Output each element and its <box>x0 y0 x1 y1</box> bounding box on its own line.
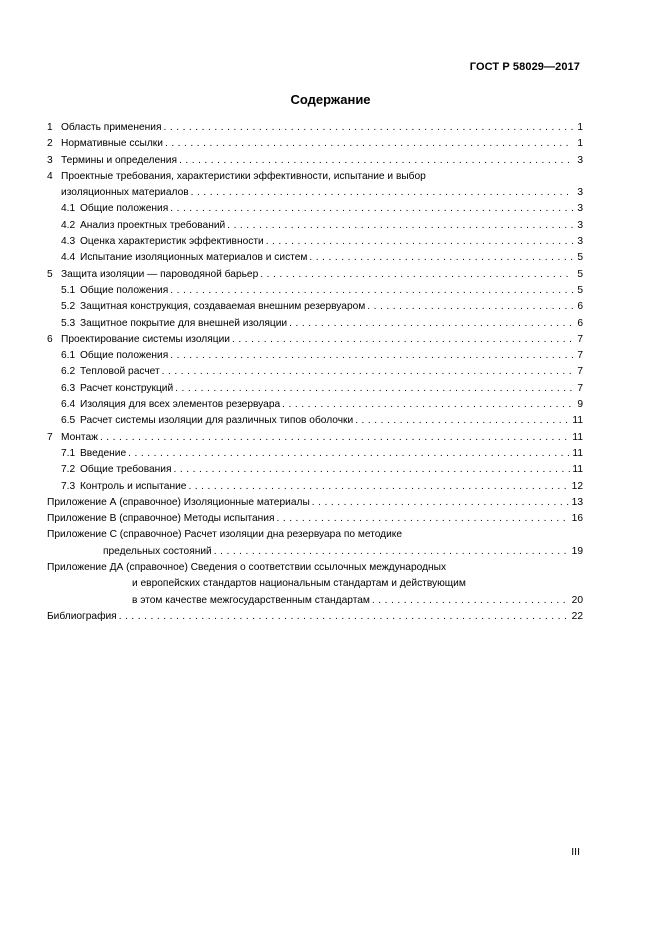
toc-entry-4-3[interactable] <box>47 234 583 250</box>
toc-entry-page: 3 <box>577 219 583 231</box>
toc-entry-6-4[interactable] <box>47 397 583 413</box>
toc-entry-page: 5 <box>577 268 583 280</box>
toc-entry-text: Изоляция для всех элементов резервуара <box>80 399 281 411</box>
toc-entry-7[interactable] <box>47 430 583 446</box>
toc-entry-number: 3 <box>47 154 53 166</box>
toc-leader-dots <box>188 479 569 495</box>
toc-entry-5[interactable] <box>47 267 583 283</box>
document-code: ГОСТ Р 58029—2017 <box>469 61 580 73</box>
toc-entry-number: 5.2 <box>61 301 76 313</box>
toc-entry-text: Общие положения <box>80 284 169 296</box>
toc-entry-page: 7 <box>577 350 583 362</box>
toc-entry-page: 6 <box>577 301 583 313</box>
toc-entry-number: 6.2 <box>61 366 76 378</box>
toc-entry-text: Область применения <box>61 122 162 133</box>
toc-entry-number: 4.2 <box>61 219 76 231</box>
toc-entry-text: Проектирование системы изоляции <box>61 333 230 345</box>
toc-entry-text-line1: Приложение ДА (справочное) Сведения о соответствии ссылочных международных <box>47 562 447 574</box>
toc-entry-text: Монтаж <box>61 431 98 443</box>
toc-entry-text: Общие положения <box>80 350 169 362</box>
toc-entry-7-3[interactable] <box>47 479 583 495</box>
toc-entry-number: 1 <box>47 122 53 133</box>
toc-entry-number: 7.1 <box>61 447 76 459</box>
toc-entry-text: Защитная конструкция, создаваемая внешним резервуаром <box>80 301 366 313</box>
table-of-contents <box>47 120 583 625</box>
toc-leader-dots <box>266 234 573 250</box>
toc-leader-dots <box>175 381 573 397</box>
toc-leader-dots <box>174 462 571 478</box>
toc-entry-number: 4.1 <box>61 203 76 215</box>
toc-leader-dots <box>260 267 573 283</box>
toc-entry-text-line1: Проектные требования, характеристики эффективности, испытание и выбор <box>61 170 426 182</box>
toc-entry-page: 3 <box>577 154 583 166</box>
toc-leader-dots <box>309 250 573 266</box>
toc-leader-dots <box>372 593 570 609</box>
toc-entry-7-2[interactable] <box>47 462 583 478</box>
toc-entry-page: 11 <box>572 431 583 443</box>
toc-leader-dots <box>163 120 573 136</box>
toc-leader-dots <box>170 348 573 364</box>
toc-entry-text: Защита изоляции — пароводяной барьер <box>61 268 259 280</box>
toc-entry-1[interactable] <box>47 120 583 136</box>
toc-entry-text: Испытание изоляционных материалов и систем <box>80 252 308 264</box>
toc-entry-6-5[interactable] <box>47 413 583 429</box>
toc-leader-dots <box>162 364 573 380</box>
toc-entry-4-2[interactable] <box>47 218 583 234</box>
toc-entry-page: 13 <box>571 496 583 508</box>
toc-entry-7-1[interactable] <box>47 446 583 462</box>
toc-entry-5-1[interactable] <box>47 283 583 299</box>
toc-entry-page: 1 <box>577 122 583 133</box>
toc-entry-page: 1 <box>577 138 583 150</box>
toc-entry-text: Термины и определения <box>61 154 177 166</box>
toc-entry-text: Введение <box>80 447 127 459</box>
toc-entry-5-3[interactable] <box>47 316 583 332</box>
toc-entry-page: 11 <box>572 464 583 476</box>
toc-entry-number: 4 <box>47 170 53 182</box>
toc-entry-number: 5.3 <box>61 317 76 329</box>
toc-leader-dots <box>179 153 573 169</box>
toc-entry-6-1[interactable] <box>47 348 583 364</box>
toc-entry-page: 7 <box>577 366 583 378</box>
toc-leader-dots <box>170 201 573 217</box>
toc-leader-dots <box>312 495 570 511</box>
toc-entry-text: Анализ проектных требований <box>80 219 226 231</box>
toc-entry-text: предельных состояний <box>103 545 212 557</box>
toc-leader-dots <box>100 430 570 446</box>
toc-entry-number: 5 <box>47 268 53 280</box>
toc-entry-text: в этом качестве межгосударственным стандартам <box>132 594 370 606</box>
toc-leader-dots <box>227 218 573 234</box>
toc-entry-text: Тепловой расчет <box>80 366 160 378</box>
toc-entry-page: 11 <box>572 415 583 427</box>
toc-entry-3[interactable] <box>47 153 583 169</box>
toc-entry-number: 7.3 <box>61 480 76 492</box>
toc-entry-page: 3 <box>577 187 583 199</box>
toc-entry-text: Контроль и испытание <box>80 480 187 492</box>
toc-entry-4-4[interactable] <box>47 250 583 266</box>
toc-entry-text: Расчет системы изоляции для различных типов оболочки <box>80 415 354 427</box>
toc-entry-number: 2 <box>47 138 53 150</box>
toc-entry-5-2[interactable] <box>47 299 583 315</box>
toc-entry-text-line1: Приложение С (справочное) Расчет изоляции дна резервуара по методике <box>47 529 403 541</box>
toc-entry-text: Общие требования <box>80 464 172 476</box>
toc-entry-number: 5.1 <box>61 284 76 296</box>
toc-entry-text: Приложение В (справочное) Методы испытания <box>47 513 275 525</box>
toc-entry-bibliography[interactable] <box>47 609 583 625</box>
toc-entry-page: 22 <box>571 610 583 622</box>
toc-entry-6[interactable] <box>47 332 583 348</box>
toc-entry-2[interactable] <box>47 136 583 152</box>
toc-entry-annex-da[interactable] <box>47 560 583 609</box>
toc-entry-page: 3 <box>577 203 583 215</box>
toc-entry-text: Оценка характеристик эффективности <box>80 236 264 248</box>
toc-entry-6-2[interactable] <box>47 364 583 380</box>
toc-entry-page: 20 <box>571 594 583 606</box>
toc-entry-number: 7 <box>47 431 53 443</box>
toc-entry-page: 3 <box>577 236 583 248</box>
toc-entry-text: Расчет конструкций <box>80 382 174 394</box>
toc-entry-text: Нормативные ссылки <box>61 138 163 150</box>
toc-entry-number: 4.4 <box>61 252 76 264</box>
toc-entry-number: 6.4 <box>61 399 76 411</box>
toc-leader-dots <box>128 446 570 462</box>
toc-leader-dots <box>170 283 573 299</box>
toc-entry-page: 5 <box>577 284 583 296</box>
toc-entry-text: Приложение А (справочное) Изоляционные материалы <box>47 496 310 508</box>
toc-entry-page: 9 <box>577 399 583 411</box>
toc-entry-page: 19 <box>571 545 583 557</box>
toc-entry-4-1[interactable] <box>47 201 583 217</box>
toc-entry-text-line2: и европейских стандартов национальным стандартам и действующим <box>132 578 466 590</box>
toc-leader-dots <box>282 397 573 413</box>
toc-entry-page: 11 <box>572 447 583 459</box>
toc-leader-dots <box>191 185 573 201</box>
toc-leader-dots <box>367 299 573 315</box>
toc-entry-text: изоляционных материалов <box>61 187 189 199</box>
toc-entry-annex-c[interactable] <box>47 527 583 560</box>
toc-entry-annex-b[interactable] <box>47 511 583 527</box>
toc-entry-text: Защитное покрытие для внешней изоляции <box>80 317 288 329</box>
toc-entry-number: 6.1 <box>61 350 76 362</box>
toc-entry-number: 6.5 <box>61 415 76 427</box>
toc-leader-dots <box>214 544 570 560</box>
toc-leader-dots <box>276 511 569 527</box>
toc-entry-4[interactable] <box>47 169 583 202</box>
toc-entry-text: Библиография <box>47 610 117 622</box>
toc-entry-number: 7.2 <box>61 464 76 476</box>
toc-leader-dots <box>355 413 570 429</box>
toc-title: Содержание <box>290 92 371 107</box>
toc-entry-page: 7 <box>577 333 583 345</box>
page-number: III <box>571 846 580 858</box>
toc-entry-page: 16 <box>571 513 583 525</box>
toc-leader-dots <box>119 609 570 625</box>
toc-entry-number: 6 <box>47 333 53 345</box>
toc-leader-dots <box>289 316 573 332</box>
toc-leader-dots <box>165 136 573 152</box>
toc-leader-dots <box>232 332 573 348</box>
toc-entry-page: 12 <box>571 480 583 492</box>
toc-entry-number: 4.3 <box>61 236 76 248</box>
toc-entry-page: 6 <box>577 317 583 329</box>
toc-entry-page: 7 <box>577 382 583 394</box>
toc-entry-6-3[interactable] <box>47 381 583 397</box>
toc-entry-number: 6.3 <box>61 382 76 394</box>
toc-entry-text: Общие положения <box>80 203 169 215</box>
toc-entry-page: 5 <box>577 252 583 264</box>
toc-entry-annex-a[interactable] <box>47 495 583 511</box>
